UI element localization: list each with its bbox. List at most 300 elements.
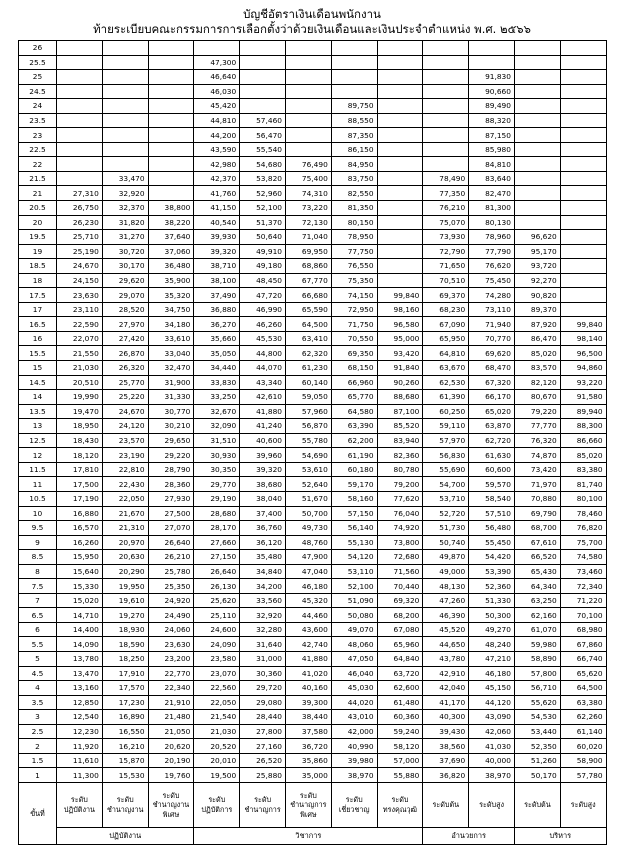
salary-cell: 43,590 [194, 142, 240, 157]
salary-cell: 15,530 [102, 768, 148, 783]
salary-cell: 87,100 [377, 404, 423, 419]
salary-cell: 25,770 [102, 375, 148, 390]
salary-cell: 41,030 [469, 739, 515, 754]
salary-cell: 60,250 [423, 404, 469, 419]
salary-cell: 65,960 [377, 637, 423, 652]
salary-cell: 47,720 [240, 288, 286, 303]
salary-cell: 67,770 [285, 273, 331, 288]
salary-cell-empty [148, 113, 194, 128]
salary-cell: 15,870 [102, 753, 148, 768]
header-line: ระดับ [254, 795, 272, 805]
salary-cell: 35,660 [194, 331, 240, 346]
salary-cell: 39,980 [331, 753, 377, 768]
salary-cell: 38,100 [194, 273, 240, 288]
salary-cell: 24,670 [102, 404, 148, 419]
salary-cell: 28,170 [194, 521, 240, 536]
salary-cell: 62,260 [560, 710, 606, 725]
salary-cell-empty [514, 215, 560, 230]
salary-cell: 35,480 [240, 550, 286, 565]
salary-cell: 43,340 [240, 375, 286, 390]
salary-cell: 88,550 [331, 113, 377, 128]
salary-cell: 26,640 [148, 535, 194, 550]
salary-cell: 56,870 [285, 419, 331, 434]
salary-cell: 24,600 [194, 622, 240, 637]
salary-cell: 38,220 [148, 215, 194, 230]
salary-cell-empty [377, 259, 423, 274]
salary-cell: 65,430 [514, 564, 560, 579]
step-cell: 2.5 [19, 724, 57, 739]
salary-cell-empty [285, 84, 331, 99]
salary-cell-empty [148, 41, 194, 56]
salary-cell: 85,520 [377, 419, 423, 434]
salary-cell: 24,490 [148, 608, 194, 623]
salary-cell: 17,910 [102, 666, 148, 681]
salary-cell: 36,720 [285, 739, 331, 754]
salary-cell: 32,280 [240, 622, 286, 637]
header-line: ชำนาญงาน [106, 804, 144, 814]
salary-cell: 71,970 [514, 477, 560, 492]
step-cell: 20.5 [19, 201, 57, 216]
header-line: ระดับ [116, 795, 134, 805]
salary-cell: 22,590 [57, 317, 103, 332]
salary-cell-empty [423, 99, 469, 114]
salary-cell: 79,220 [514, 404, 560, 419]
salary-cell: 22,050 [102, 491, 148, 506]
salary-cell-empty [148, 171, 194, 186]
salary-cell: 70,510 [423, 273, 469, 288]
salary-cell: 22,340 [148, 681, 194, 696]
salary-cell: 48,130 [423, 579, 469, 594]
salary-cell: 31,270 [102, 230, 148, 245]
salary-cell: 35,000 [285, 768, 331, 783]
salary-cell: 16,260 [57, 535, 103, 550]
salary-cell: 59,050 [285, 390, 331, 405]
salary-cell: 30,770 [148, 404, 194, 419]
salary-cell: 19,950 [102, 579, 148, 594]
salary-cell: 56,830 [423, 448, 469, 463]
salary-cell-empty [560, 302, 606, 317]
step-cell: 2 [19, 739, 57, 754]
salary-cell: 39,930 [194, 230, 240, 245]
salary-cell: 73,110 [469, 302, 515, 317]
salary-cell: 21,550 [57, 346, 103, 361]
salary-cell: 83,380 [560, 462, 606, 477]
salary-cell: 77,790 [469, 244, 515, 259]
salary-cell: 80,100 [560, 491, 606, 506]
step-cell: 21.5 [19, 171, 57, 186]
step-cell: 22.5 [19, 142, 57, 157]
salary-cell: 93,420 [377, 346, 423, 361]
salary-cell-empty [514, 128, 560, 143]
step-cell: 19 [19, 244, 57, 259]
step-cell: 5.5 [19, 637, 57, 652]
step-cell: 11.5 [19, 462, 57, 477]
salary-cell: 58,540 [469, 491, 515, 506]
salary-cell: 51,370 [240, 215, 286, 230]
salary-cell: 33,830 [194, 375, 240, 390]
salary-cell: 71,940 [469, 317, 515, 332]
salary-cell: 20,520 [194, 739, 240, 754]
step-cell: 9 [19, 535, 57, 550]
salary-cell: 76,620 [469, 259, 515, 274]
salary-cell: 55,780 [285, 433, 331, 448]
salary-cell-empty [377, 186, 423, 201]
table-row [19, 128, 607, 143]
salary-cell: 58,890 [514, 651, 560, 666]
table-row [19, 448, 607, 463]
salary-cell: 29,620 [102, 273, 148, 288]
step-cell: 14 [19, 390, 57, 405]
salary-cell: 98,140 [560, 331, 606, 346]
table-row [19, 608, 607, 623]
salary-cell-empty [240, 84, 286, 99]
salary-cell: 68,470 [469, 361, 515, 376]
salary-cell: 18,250 [102, 651, 148, 666]
salary-cell: 26,210 [148, 550, 194, 565]
header-line: ปฏิบัติการ [201, 804, 233, 814]
salary-cell: 40,600 [240, 433, 286, 448]
salary-cell: 44,460 [285, 608, 331, 623]
table-row [19, 361, 607, 376]
salary-cell: 79,200 [377, 477, 423, 492]
salary-cell-empty [560, 244, 606, 259]
salary-cell: 77,350 [423, 186, 469, 201]
salary-cell: 33,250 [194, 390, 240, 405]
salary-cell: 50,300 [469, 608, 515, 623]
salary-cell: 35,050 [194, 346, 240, 361]
salary-cell: 45,520 [423, 622, 469, 637]
salary-cell: 36,760 [240, 521, 286, 536]
salary-cell: 73,460 [560, 564, 606, 579]
header-line: ระดับ [299, 790, 317, 800]
salary-cell: 48,240 [469, 637, 515, 652]
salary-cell-empty [331, 55, 377, 70]
salary-cell: 69,790 [514, 506, 560, 521]
salary-cell: 93,720 [514, 259, 560, 274]
salary-cell: 32,090 [194, 419, 240, 434]
salary-cell: 33,470 [102, 171, 148, 186]
salary-cell: 52,960 [240, 186, 286, 201]
salary-cell: 20,630 [102, 550, 148, 565]
header-line: ระดับ [345, 795, 363, 805]
salary-cell-empty [285, 128, 331, 143]
salary-cell-empty [514, 186, 560, 201]
group-header-1: วิชาการ [194, 827, 423, 844]
salary-cell: 64,500 [285, 317, 331, 332]
table-row [19, 666, 607, 681]
header-line: พิเศษ [300, 809, 317, 819]
salary-cell: 68,150 [331, 361, 377, 376]
step-cell: 26 [19, 41, 57, 56]
salary-cell-empty [240, 55, 286, 70]
table-row [19, 506, 607, 521]
table-row [19, 375, 607, 390]
header-line: ชำนาญงาน [152, 800, 190, 810]
salary-cell: 27,310 [57, 186, 103, 201]
salary-cell: 41,020 [285, 666, 331, 681]
column-header-9 [469, 782, 515, 827]
salary-cell: 78,460 [560, 506, 606, 521]
column-header-6 [331, 782, 377, 827]
salary-cell: 38,440 [285, 710, 331, 725]
salary-cell: 41,170 [423, 695, 469, 710]
header-line: ระดับสูง [479, 800, 504, 810]
salary-cell: 32,920 [102, 186, 148, 201]
salary-cell: 71,040 [285, 230, 331, 245]
salary-cell: 56,140 [331, 521, 377, 536]
salary-cell-empty [560, 157, 606, 172]
salary-cell: 50,700 [285, 506, 331, 521]
salary-cell: 55,130 [331, 535, 377, 550]
salary-cell: 22,430 [102, 477, 148, 492]
salary-cell: 57,960 [285, 404, 331, 419]
salary-cell: 38,800 [148, 201, 194, 216]
salary-cell: 12,850 [57, 695, 103, 710]
salary-cell: 27,160 [240, 739, 286, 754]
salary-cell: 16,210 [102, 739, 148, 754]
salary-cell-empty [148, 99, 194, 114]
salary-cell: 74,280 [469, 288, 515, 303]
salary-cell-empty [331, 41, 377, 56]
salary-cell: 53,610 [285, 462, 331, 477]
salary-cell: 75,350 [331, 273, 377, 288]
salary-cell: 21,050 [148, 724, 194, 739]
salary-cell: 25,110 [194, 608, 240, 623]
salary-cell: 76,820 [560, 521, 606, 536]
salary-cell: 27,420 [102, 331, 148, 346]
salary-cell: 26,640 [194, 564, 240, 579]
salary-cell: 57,460 [240, 113, 286, 128]
salary-cell: 37,060 [148, 244, 194, 259]
salary-cell-empty [57, 171, 103, 186]
salary-cell: 84,810 [469, 157, 515, 172]
salary-cell: 58,900 [560, 753, 606, 768]
salary-cell: 42,370 [194, 171, 240, 186]
salary-cell: 41,150 [194, 201, 240, 216]
salary-cell-empty [285, 55, 331, 70]
salary-cell: 40,000 [469, 753, 515, 768]
salary-cell-empty [514, 84, 560, 99]
header-line: ระดับสูง [570, 800, 596, 810]
salary-cell: 42,910 [423, 666, 469, 681]
salary-cell: 90,260 [377, 375, 423, 390]
salary-cell: 28,440 [240, 710, 286, 725]
salary-cell: 37,690 [423, 753, 469, 768]
salary-cell-empty [514, 70, 560, 85]
salary-cell: 86,660 [560, 433, 606, 448]
salary-cell: 65,590 [285, 302, 331, 317]
salary-cell: 74,580 [560, 550, 606, 565]
salary-cell-empty [560, 70, 606, 85]
salary-cell: 81,740 [560, 477, 606, 492]
salary-cell-empty [285, 41, 331, 56]
step-cell: 3 [19, 710, 57, 725]
salary-cell: 68,860 [285, 259, 331, 274]
salary-cell-empty [102, 70, 148, 85]
salary-cell: 24,150 [57, 273, 103, 288]
salary-cell-empty [469, 55, 515, 70]
salary-cell-empty [148, 70, 194, 85]
salary-cell: 51,730 [423, 521, 469, 536]
table-row [19, 739, 607, 754]
salary-cell: 57,970 [423, 433, 469, 448]
step-cell: 15 [19, 361, 57, 376]
salary-cell: 38,710 [194, 259, 240, 274]
salary-cell: 32,920 [240, 608, 286, 623]
salary-cell: 32,370 [102, 201, 148, 216]
salary-cell: 55,620 [514, 695, 560, 710]
salary-cell: 13,780 [57, 651, 103, 666]
salary-cell: 20,290 [102, 564, 148, 579]
salary-cell-empty [102, 41, 148, 56]
salary-cell-empty [102, 99, 148, 114]
salary-cell: 75,450 [469, 273, 515, 288]
salary-cell: 50,170 [514, 768, 560, 783]
salary-cell-empty [560, 273, 606, 288]
salary-cell: 44,020 [331, 695, 377, 710]
salary-cell: 57,780 [560, 768, 606, 783]
salary-table [18, 40, 607, 845]
salary-cell: 28,360 [148, 477, 194, 492]
salary-cell: 73,420 [514, 462, 560, 477]
table-row [19, 259, 607, 274]
step-cell: 1.5 [19, 753, 57, 768]
salary-cell-empty [560, 84, 606, 99]
salary-cell: 11,920 [57, 739, 103, 754]
salary-cell-empty [423, 55, 469, 70]
salary-cell-empty [194, 41, 240, 56]
salary-cell: 59,570 [469, 477, 515, 492]
salary-cell: 59,240 [377, 724, 423, 739]
salary-cell-empty [57, 41, 103, 56]
group-header-2: อำนวยการ [423, 827, 515, 844]
salary-cell: 43,780 [423, 651, 469, 666]
salary-cell: 30,930 [194, 448, 240, 463]
salary-cell: 67,090 [423, 317, 469, 332]
salary-cell-empty [377, 128, 423, 143]
salary-cell: 78,950 [331, 230, 377, 245]
salary-cell: 90,660 [469, 84, 515, 99]
salary-cell-empty [423, 113, 469, 128]
salary-cell: 15,020 [57, 593, 103, 608]
salary-table-container [18, 40, 606, 845]
salary-cell: 33,610 [148, 331, 194, 346]
salary-cell: 77,620 [377, 491, 423, 506]
salary-cell: 40,540 [194, 215, 240, 230]
table-row [19, 521, 607, 536]
salary-cell: 40,160 [285, 681, 331, 696]
salary-cell: 35,320 [148, 288, 194, 303]
salary-cell: 39,430 [423, 724, 469, 739]
salary-cell-empty [469, 41, 515, 56]
salary-cell: 42,980 [194, 157, 240, 172]
salary-cell: 78,960 [469, 230, 515, 245]
table-row [19, 113, 607, 128]
salary-cell: 30,360 [240, 666, 286, 681]
salary-cell: 63,410 [285, 331, 331, 346]
table-row [19, 70, 607, 85]
table-row [19, 99, 607, 114]
salary-cell-empty [377, 84, 423, 99]
step-cell: 13.5 [19, 404, 57, 419]
salary-cell: 45,420 [194, 99, 240, 114]
salary-cell-empty [57, 55, 103, 70]
salary-cell: 98,160 [377, 302, 423, 317]
salary-cell: 54,120 [331, 550, 377, 565]
header-line: พิเศษ [162, 809, 180, 819]
salary-cell: 31,510 [194, 433, 240, 448]
table-row [19, 171, 607, 186]
salary-cell: 24,920 [148, 593, 194, 608]
table-row [19, 142, 607, 157]
salary-cell: 44,650 [423, 637, 469, 652]
salary-cell: 34,180 [148, 317, 194, 332]
salary-cell: 25,710 [57, 230, 103, 245]
salary-cell-empty [560, 128, 606, 143]
salary-cell-empty [57, 157, 103, 172]
salary-cell-empty [57, 113, 103, 128]
salary-cell: 42,610 [240, 390, 286, 405]
salary-cell: 88,320 [469, 113, 515, 128]
salary-cell-empty [560, 171, 606, 186]
salary-cell: 55,880 [377, 768, 423, 783]
step-cell: 17.5 [19, 288, 57, 303]
salary-cell: 38,970 [331, 768, 377, 783]
salary-cell-empty [560, 288, 606, 303]
salary-cell: 75,700 [560, 535, 606, 550]
salary-cell: 36,820 [423, 768, 469, 783]
table-row [19, 535, 607, 550]
salary-cell: 40,300 [423, 710, 469, 725]
table-row [19, 215, 607, 230]
salary-cell: 14,090 [57, 637, 103, 652]
header-line: ระดับ [162, 790, 180, 800]
salary-cell: 49,000 [423, 564, 469, 579]
salary-cell: 82,120 [514, 375, 560, 390]
salary-cell: 43,010 [331, 710, 377, 725]
salary-cell: 52,100 [240, 201, 286, 216]
salary-cell: 72,950 [331, 302, 377, 317]
step-cell: 18 [19, 273, 57, 288]
salary-cell: 81,350 [331, 201, 377, 216]
salary-cell-empty [377, 201, 423, 216]
table-row [19, 230, 607, 245]
salary-cell: 17,230 [102, 695, 148, 710]
salary-cell: 46,180 [469, 666, 515, 681]
salary-cell: 53,820 [240, 171, 286, 186]
salary-cell: 49,180 [240, 259, 286, 274]
salary-cell: 20,190 [148, 753, 194, 768]
table-row [19, 288, 607, 303]
salary-cell: 19,990 [57, 390, 103, 405]
salary-cell: 47,300 [194, 55, 240, 70]
salary-cell: 50,080 [331, 608, 377, 623]
salary-cell: 30,170 [102, 259, 148, 274]
salary-cell: 53,390 [469, 564, 515, 579]
table-row [19, 681, 607, 696]
table-row [19, 84, 607, 99]
salary-cell: 39,300 [285, 695, 331, 710]
salary-cell-empty [102, 142, 148, 157]
salary-cell: 29,770 [194, 477, 240, 492]
salary-cell: 29,080 [240, 695, 286, 710]
salary-cell-empty [560, 230, 606, 245]
salary-cell: 44,200 [194, 128, 240, 143]
salary-cell: 61,230 [285, 361, 331, 376]
salary-cell: 46,180 [285, 579, 331, 594]
salary-cell: 19,470 [57, 404, 103, 419]
salary-cell: 26,520 [240, 753, 286, 768]
